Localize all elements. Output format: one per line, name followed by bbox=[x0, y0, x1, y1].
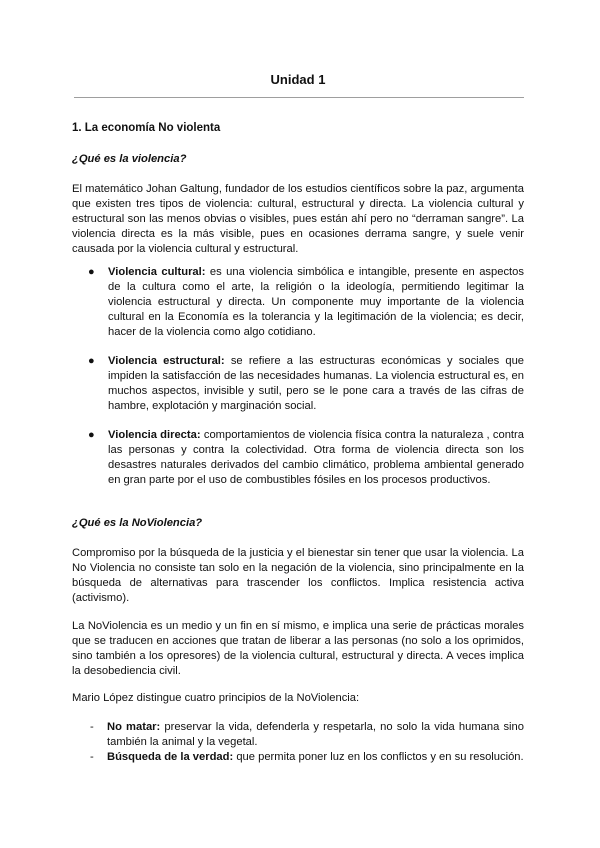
principle-no-matar bbox=[90, 720, 524, 750]
bullet-dot-icon: ● bbox=[88, 355, 95, 367]
bullet-term: Violencia directa: bbox=[108, 429, 201, 441]
bullet-dot-icon: ● bbox=[88, 266, 95, 278]
bullet-violencia-cultural bbox=[88, 265, 524, 340]
section-heading: 1. La economía No violenta bbox=[72, 122, 221, 134]
unit-title: Unidad 1 bbox=[270, 72, 326, 87]
principle-text: preservar la vida, defenderla y respetarla, no solo la vida humana sino también la animal y la vegetal. bbox=[107, 721, 524, 748]
principle-term: No matar: bbox=[107, 721, 161, 733]
principle-term: Búsqueda de la verdad: bbox=[107, 751, 234, 763]
principle-text: que permita poner luz en los conflictos y en su resolución. bbox=[233, 751, 524, 763]
bullet-term: Violencia cultural: bbox=[108, 266, 206, 278]
intro-paragraph: El matemático Johan Galtung, fundador de los estudios científicos sobre la paz, argumenta que existen tres tipos de violencia: cultural, estructural y directa. La violencia cultural y estructural son las menos obvias o visibles, pues están ahí pero no “derraman sangre”. La violencia directa es la más visible, pues en ocasiones derrama sangre, y suele venir causada por la violencia cultural y estructural. bbox=[72, 183, 524, 255]
dash-marker: - bbox=[90, 721, 94, 733]
bullet-dot-icon: ● bbox=[88, 429, 95, 441]
bullet-violencia-directa bbox=[88, 428, 524, 488]
bullet-text: comportamientos de violencia física contra la naturaleza , contra las personas y contra la colectividad. Otra forma de violencia directa son los desastres naturales derivados del cambio climático, problema ambiental generado en gran parte por el uso de combustibles fósiles en los procesos productivos. bbox=[108, 429, 524, 486]
bullet-term: Violencia estructural: bbox=[108, 355, 225, 367]
noviolencia-paragraph-2: La NoViolencia es un medio y un fin en sí mismo, e implica una serie de prácticas morales que se traducen en acciones que tratan de liberar a las personas (no solo a los oprimidos, sino también a los opresores) de la violencia cultural, estructural y directa. A veces implica la desobediencia civil. bbox=[72, 620, 524, 677]
bullet-violencia-estructural bbox=[88, 354, 524, 414]
dash-marker: - bbox=[90, 751, 94, 763]
question-violence: ¿Qué es la violencia? bbox=[72, 153, 187, 165]
principles-intro: Mario López distingue cuatro principios de la NoViolencia: bbox=[72, 692, 360, 704]
bullet-text: es una violencia simbólica e intangible, presente en aspectos de la cultura como el arte, la religión o la ideología, permitiendo legitimar la violencia estructural y directa. Un componente muy importante de la violencia cultural en la Economía es la tolerancia y la legitimación de la violencia; es decir, hacer de la violencia como algo cotidiano. bbox=[108, 266, 524, 338]
principle-busqueda-verdad bbox=[90, 750, 524, 765]
noviolencia-paragraph-1: Compromiso por la búsqueda de la justicia y el bienestar sin tener que usar la violencia. La No Violencia no consiste tan solo en la negación de la violencia, sino principalmente en la búsqueda de alternativas para trascender los conflictos. Implica resistencia activa (activismo). bbox=[72, 547, 524, 604]
bullet-text: se refiere a las estructuras económicas y sociales que impiden la satisfacción de las necesidades humanas. La violencia estructural es, en muchos aspectos, invisible y sutil, pero se le pone cara a través de las cifras de hambre, explotación y marginación social. bbox=[108, 355, 525, 412]
question-noviolencia: ¿Qué es la NoViolencia? bbox=[72, 517, 203, 529]
title-divider bbox=[74, 97, 524, 98]
